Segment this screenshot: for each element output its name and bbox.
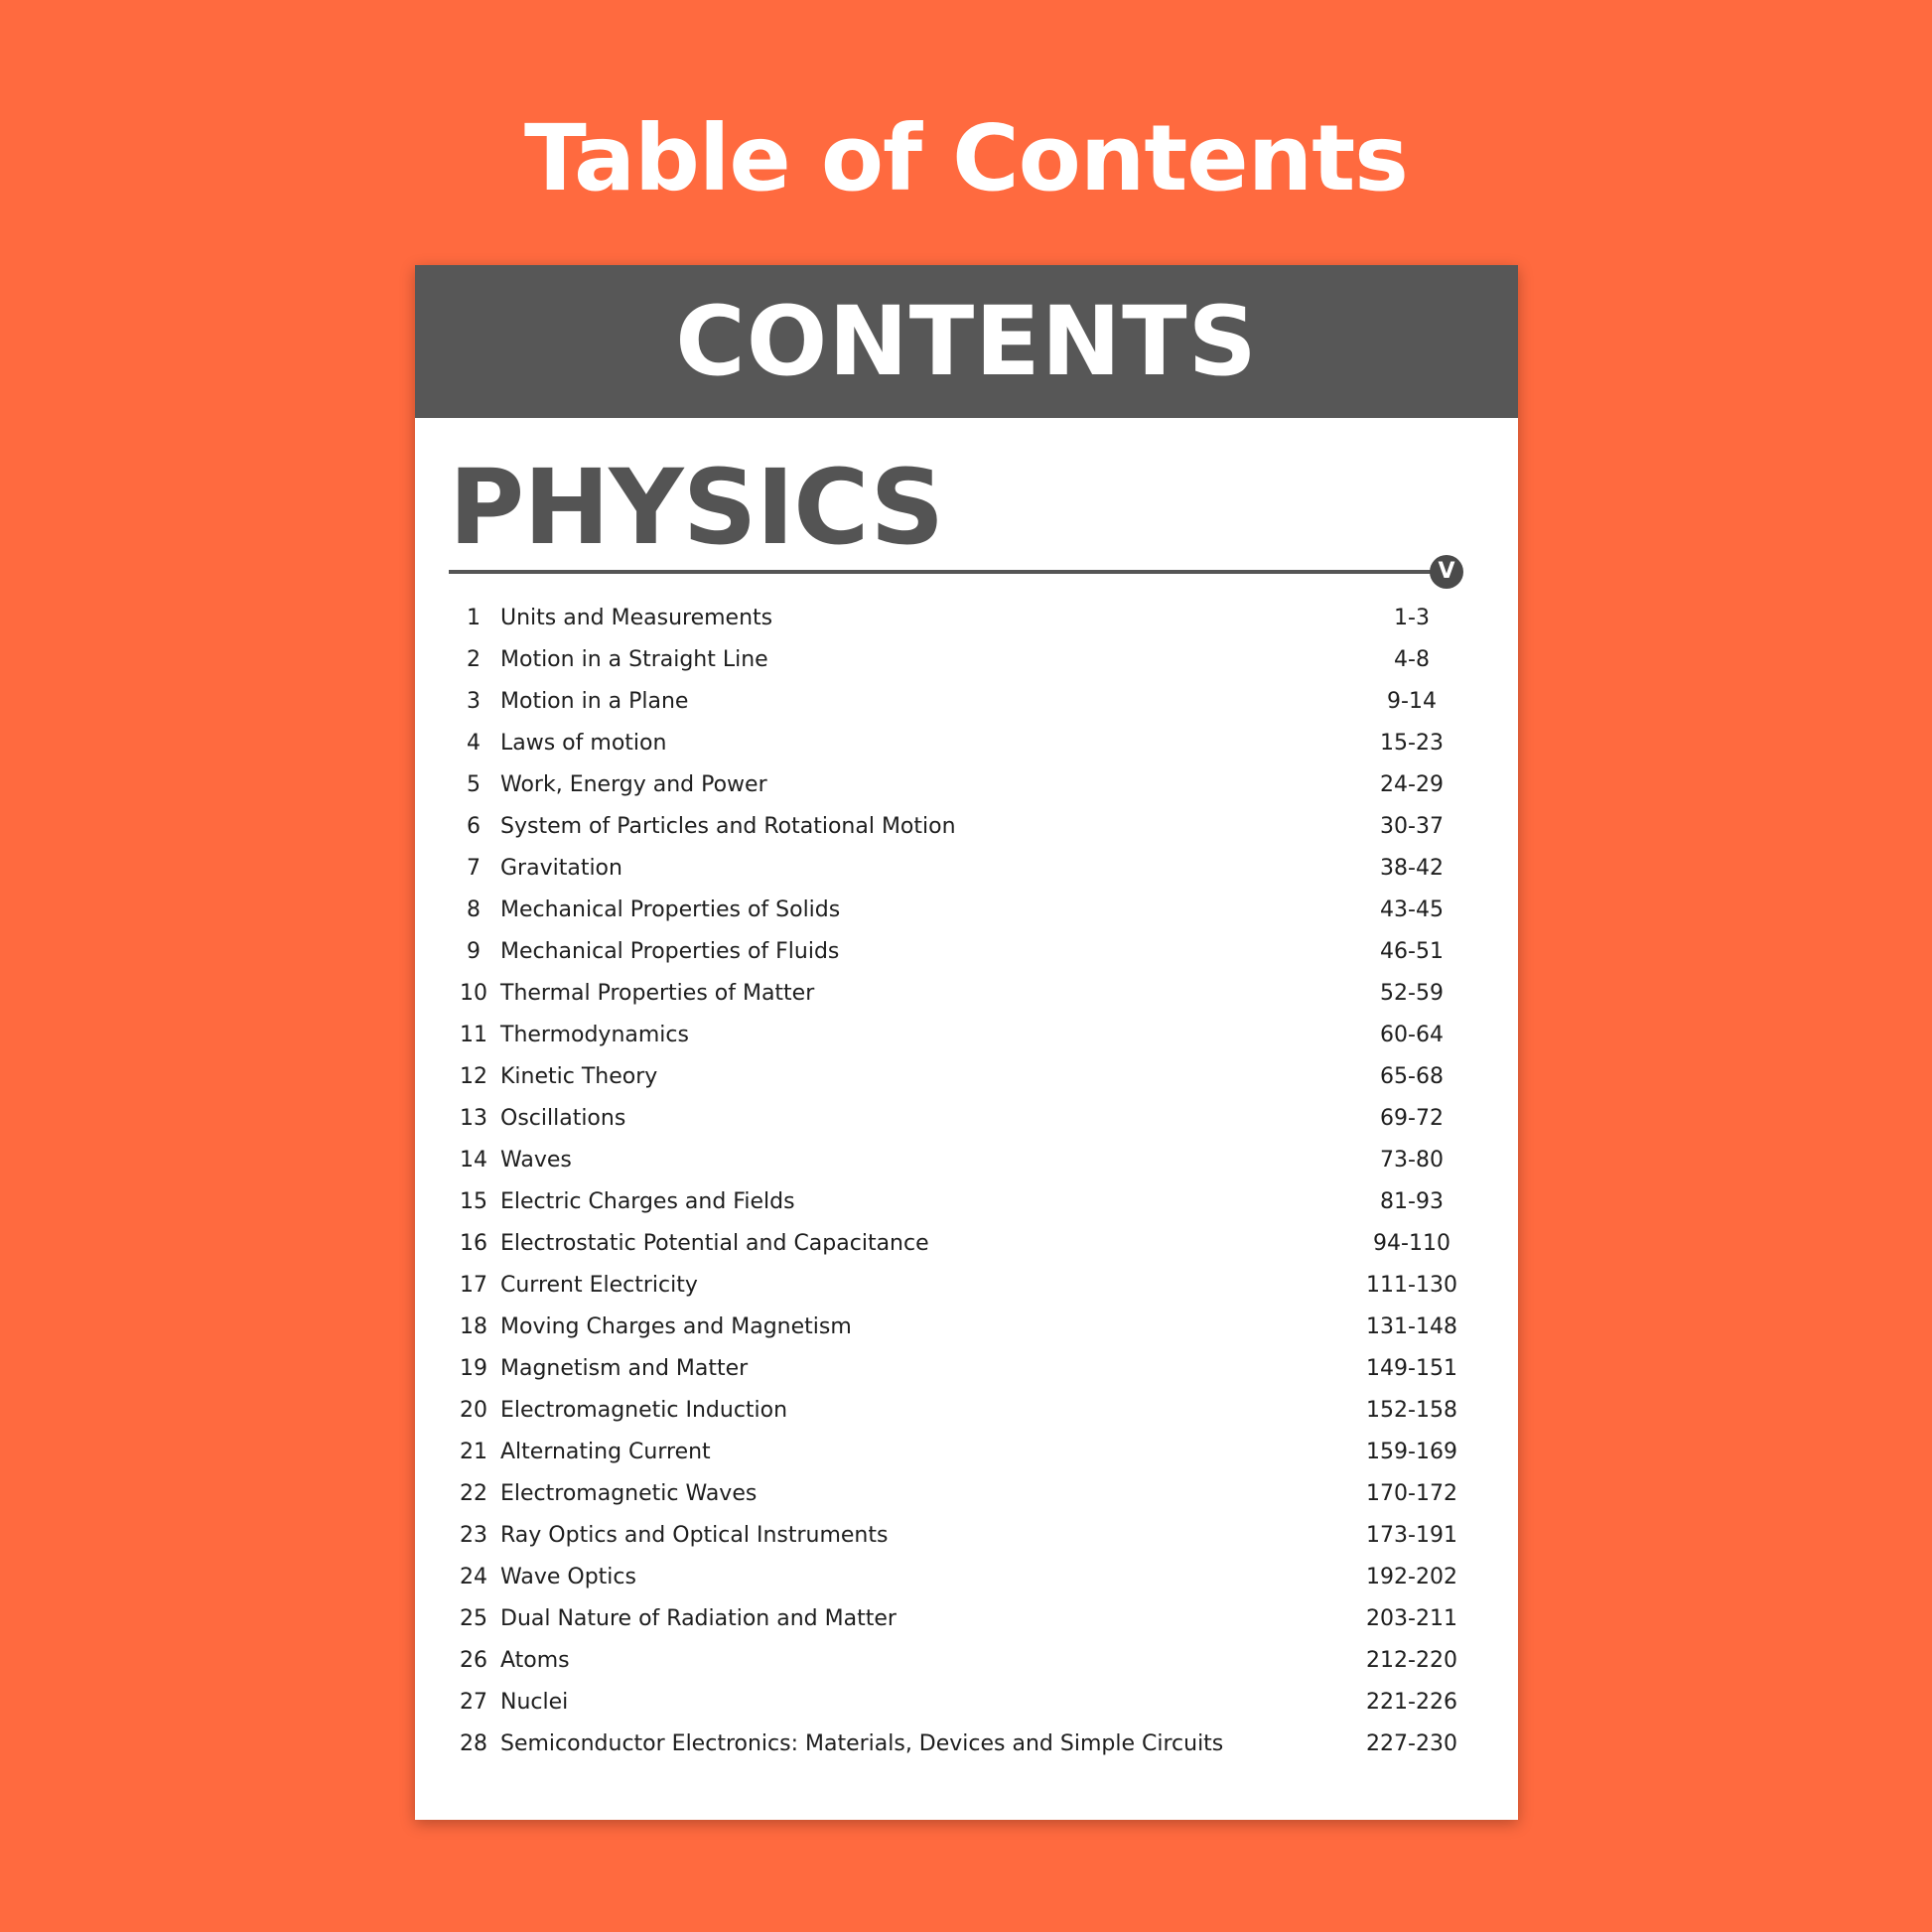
toc-page-range: 94-110 <box>1373 1230 1450 1256</box>
contents-heading: CONTENTS <box>675 286 1258 397</box>
toc-page-range: 46-51 <box>1380 938 1444 964</box>
toc-page-range: 212-220 <box>1366 1647 1457 1673</box>
toc-row <box>449 889 1481 930</box>
v-badge-icon: V <box>1430 555 1463 589</box>
toc-row <box>449 1639 1481 1681</box>
toc-row <box>449 1014 1481 1055</box>
toc-page-range: 203-211 <box>1366 1605 1457 1631</box>
toc-page-range: 30-37 <box>1380 813 1444 839</box>
toc-chapter-number: 22 <box>460 1480 487 1506</box>
toc-chapter-number: 20 <box>460 1397 487 1423</box>
toc-row <box>449 1097 1481 1139</box>
toc-chapter-number: 2 <box>467 646 481 672</box>
toc-chapter-number: 16 <box>460 1230 487 1256</box>
toc-row <box>449 722 1481 763</box>
toc-chapter-title: Thermodynamics <box>500 1022 689 1047</box>
toc-chapter-number: 10 <box>460 980 487 1006</box>
toc-chapter-number: 23 <box>460 1522 487 1548</box>
toc-chapter-title: Thermal Properties of Matter <box>500 980 815 1006</box>
toc-chapter-number: 6 <box>467 813 481 839</box>
toc-chapter-number: 3 <box>467 688 481 714</box>
toc-chapter-title: Nuclei <box>500 1689 569 1715</box>
toc-page-range: 149-151 <box>1366 1355 1457 1381</box>
toc-chapter-title: Electromagnetic Waves <box>500 1480 758 1506</box>
toc-page-range: 38-42 <box>1380 855 1444 881</box>
toc-chapter-title: Mechanical Properties of Solids <box>500 897 841 922</box>
toc-chapter-title: Kinetic Theory <box>500 1063 658 1089</box>
toc-row <box>449 1222 1481 1264</box>
toc-chapter-title: Moving Charges and Magnetism <box>500 1313 852 1339</box>
toc-chapter-number: 7 <box>467 855 481 881</box>
banner-title: Table of Contents <box>524 105 1408 211</box>
toc-chapter-number: 1 <box>467 605 481 630</box>
toc-row <box>449 1431 1481 1472</box>
toc-chapter-title: Electromagnetic Induction <box>500 1397 788 1423</box>
toc-chapter-number: 14 <box>460 1147 487 1173</box>
toc-page-range: 227-230 <box>1366 1730 1457 1756</box>
toc-chapter-number: 24 <box>460 1564 487 1589</box>
toc-page-range: 159-169 <box>1366 1439 1457 1464</box>
toc-page-range: 52-59 <box>1380 980 1444 1006</box>
toc-chapter-title: Motion in a Plane <box>500 688 689 714</box>
toc-page-range: 9-14 <box>1387 688 1437 714</box>
toc-chapter-title: Work, Energy and Power <box>500 771 767 797</box>
toc-row <box>449 1055 1481 1097</box>
toc-chapter-title: Laws of motion <box>500 730 667 756</box>
toc-chapter-number: 18 <box>460 1313 487 1339</box>
toc-chapter-number: 25 <box>460 1605 487 1631</box>
toc-chapter-title: Dual Nature of Radiation and Matter <box>500 1605 897 1631</box>
toc-chapter-title: Units and Measurements <box>500 605 773 630</box>
toc-row <box>449 972 1481 1014</box>
toc-chapter-title: Current Electricity <box>500 1272 698 1298</box>
toc-row <box>449 1139 1481 1180</box>
toc-chapter-number: 26 <box>460 1647 487 1673</box>
toc-chapter-number: 15 <box>460 1188 487 1214</box>
toc-chapter-title: Oscillations <box>500 1105 626 1131</box>
toc-chapter-title: Electric Charges and Fields <box>500 1188 795 1214</box>
toc-page-range: 24-29 <box>1380 771 1444 797</box>
toc-page-range: 15-23 <box>1380 730 1444 756</box>
toc-chapter-title: Mechanical Properties of Fluids <box>500 938 840 964</box>
toc-chapter-number: 19 <box>460 1355 487 1381</box>
toc-list <box>449 597 1481 1764</box>
toc-row <box>449 1306 1481 1347</box>
toc-row <box>449 1514 1481 1556</box>
toc-chapter-number: 9 <box>467 938 481 964</box>
toc-row <box>449 1472 1481 1514</box>
toc-row <box>449 1681 1481 1723</box>
subject-title: PHYSICS <box>449 447 944 568</box>
toc-page-range: 60-64 <box>1380 1022 1444 1047</box>
toc-chapter-number: 11 <box>460 1022 487 1047</box>
toc-row <box>449 1347 1481 1389</box>
toc-row <box>449 847 1481 889</box>
toc-chapter-title: System of Particles and Rotational Motion <box>500 813 956 839</box>
toc-chapter-title: Electrostatic Potential and Capacitance <box>500 1230 929 1256</box>
toc-page-range: 1-3 <box>1394 605 1430 630</box>
toc-page-range: 43-45 <box>1380 897 1444 922</box>
toc-page-range: 69-72 <box>1380 1105 1444 1131</box>
toc-chapter-number: 4 <box>467 730 481 756</box>
toc-chapter-number: 12 <box>460 1063 487 1089</box>
toc-page-range: 152-158 <box>1366 1397 1457 1423</box>
toc-row <box>449 1389 1481 1431</box>
toc-page-range: 192-202 <box>1366 1564 1457 1589</box>
toc-row <box>449 638 1481 680</box>
toc-chapter-title: Alternating Current <box>500 1439 711 1464</box>
toc-row <box>449 680 1481 722</box>
toc-page-range: 111-130 <box>1366 1272 1457 1298</box>
toc-chapter-number: 21 <box>460 1439 487 1464</box>
toc-row <box>449 763 1481 805</box>
toc-chapter-title: Motion in a Straight Line <box>500 646 768 672</box>
toc-page-range: 131-148 <box>1366 1313 1457 1339</box>
toc-row <box>449 1597 1481 1639</box>
toc-chapter-title: Semiconductor Electronics: Materials, Devices and Simple Circuits <box>500 1730 1224 1756</box>
subject-divider <box>449 570 1451 574</box>
toc-row <box>449 805 1481 847</box>
toc-row <box>449 1180 1481 1222</box>
toc-chapter-number: 8 <box>467 897 481 922</box>
toc-row <box>449 597 1481 638</box>
toc-chapter-title: Magnetism and Matter <box>500 1355 749 1381</box>
toc-chapter-number: 28 <box>460 1730 487 1756</box>
toc-page-range: 4-8 <box>1394 646 1430 672</box>
toc-row <box>449 1723 1481 1764</box>
toc-page-range: 65-68 <box>1380 1063 1444 1089</box>
toc-page-range: 173-191 <box>1366 1522 1457 1548</box>
toc-page-range: 81-93 <box>1380 1188 1444 1214</box>
toc-row <box>449 1264 1481 1306</box>
toc-chapter-title: Waves <box>500 1147 572 1173</box>
toc-chapter-number: 5 <box>467 771 481 797</box>
toc-page-range: 73-80 <box>1380 1147 1444 1173</box>
toc-page-range: 170-172 <box>1366 1480 1457 1506</box>
toc-page-range: 221-226 <box>1366 1689 1457 1715</box>
toc-chapter-title: Gravitation <box>500 855 622 881</box>
toc-chapter-title: Wave Optics <box>500 1564 636 1589</box>
toc-row <box>449 1556 1481 1597</box>
contents-header-bar <box>415 265 1518 418</box>
toc-chapter-number: 27 <box>460 1689 487 1715</box>
toc-chapter-number: 17 <box>460 1272 487 1298</box>
toc-chapter-number: 13 <box>460 1105 487 1131</box>
toc-row <box>449 930 1481 972</box>
contents-page <box>415 265 1518 1820</box>
toc-chapter-title: Ray Optics and Optical Instruments <box>500 1522 889 1548</box>
toc-chapter-title: Atoms <box>500 1647 570 1673</box>
